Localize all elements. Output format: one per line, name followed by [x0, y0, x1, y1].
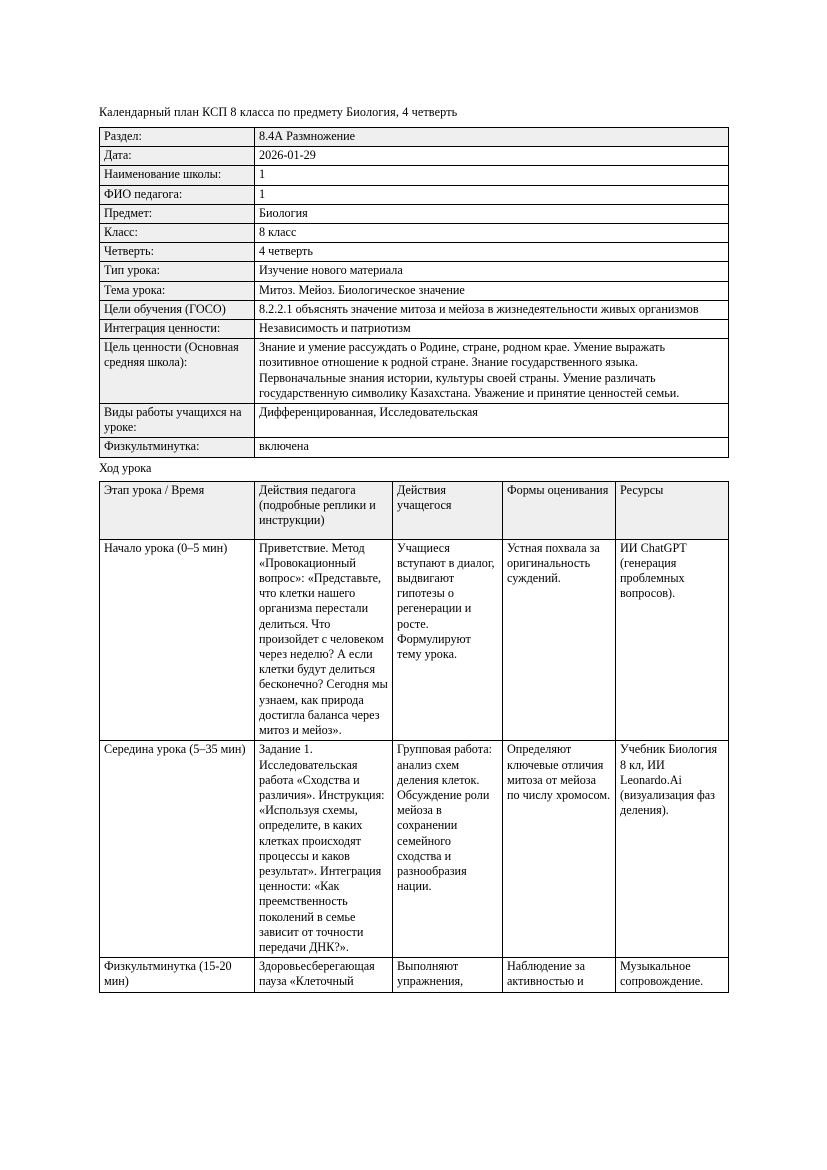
lesson-flow-table — [99, 481, 729, 993]
info-value: 8.4А Размножение — [255, 128, 729, 147]
info-label: Раздел: — [100, 128, 255, 147]
cell-resources: Музыкальное сопровождение. — [616, 958, 729, 992]
table-row — [100, 147, 729, 166]
info-label: Предмет: — [100, 204, 255, 223]
column-header-teacher-actions: Действия педагога (подробные реплики и инструкции) — [255, 481, 393, 539]
table-row — [100, 300, 729, 319]
cell-assessment: Устная похвала за оригинальность суждений. — [503, 539, 616, 741]
info-value: 8 класс — [255, 224, 729, 243]
cell-teacher-actions: Приветствие. Метод «Провокационный вопрос»: «Представьте, что клетки нашего организма перестали делиться. Что произойдет с человеком через неделю? А если клетки будут делиться бесконечно? Сегодня мы узнаем, как природа достигла баланса через митоз и мейоз». — [255, 539, 393, 741]
info-value: Знание и умение рассуждать о Родине, стране, родном крае. Умение выражать позитивное отношение к родной стране. Знание государственного языка. Первоначальные знания истории, культуры своей страны. Умение различать государственную символику Казахстана. Уважение и принятие ценностей семьи. — [255, 339, 729, 404]
info-label: Цель ценности (Основная средняя школа): — [100, 339, 255, 404]
column-header-assessment: Формы оценивания — [503, 481, 616, 539]
table-row — [100, 404, 729, 438]
table-row — [100, 438, 729, 457]
table-row — [100, 539, 729, 741]
table-header-row — [100, 481, 729, 539]
cell-student-actions: Учащиеся вступают в диалог, выдвигают гипотезы о регенерации и росте. Формулируют тему урока. — [393, 539, 503, 741]
cell-stage: Середина урока (5–35 мин) — [100, 741, 255, 958]
info-label: Виды работы учащихся на уроке: — [100, 404, 255, 438]
table-row — [100, 243, 729, 262]
table-row — [100, 958, 729, 992]
lesson-flow-body — [100, 539, 729, 992]
cell-teacher-actions: Задание 1. Исследовательская работа «Сходства и различия». Инструкция: «Используя схемы, определите, в каких клетках происходят процессы и каков результат». Интеграция ценности: «Как преемственность поколений в семье зависит от точности передачи ДНК?». — [255, 741, 393, 958]
lesson-flow-head — [100, 481, 729, 539]
info-label: Тема урока: — [100, 281, 255, 300]
info-label: Класс: — [100, 224, 255, 243]
cell-stage: Начало урока (0–5 мин) — [100, 539, 255, 741]
cell-resources: Учебник Биология 8 кл, ИИ Leonardo.Ai (визуализация фаз деления). — [616, 741, 729, 958]
table-row — [100, 339, 729, 404]
table-row — [100, 185, 729, 204]
cell-student-actions: Групповая работа: анализ схем деления клеток. Обсуждение роли мейоза в сохранении семейного сходства и разнообразия нации. — [393, 741, 503, 958]
cell-assessment: Наблюдение за активностью и — [503, 958, 616, 992]
info-value: Митоз. Мейоз. Биологическое значение — [255, 281, 729, 300]
info-label: Четверть: — [100, 243, 255, 262]
page-title: Календарный план КСП 8 класса по предмету Биология, 4 четверть — [99, 105, 458, 119]
info-value: 4 четверть — [255, 243, 729, 262]
column-header-resources: Ресурсы — [616, 481, 729, 539]
info-value: Дифференцированная, Исследовательская — [255, 404, 729, 438]
info-value: Биология — [255, 204, 729, 223]
info-label: ФИО педагога: — [100, 185, 255, 204]
info-label: Интеграция ценности: — [100, 320, 255, 339]
info-value: 2026-01-29 — [255, 147, 729, 166]
info-label: Физкультминутка: — [100, 438, 255, 457]
table-row — [100, 281, 729, 300]
info-value: 1 — [255, 185, 729, 204]
info-label: Тип урока: — [100, 262, 255, 281]
lesson-flow-label: Ход урока — [99, 460, 152, 475]
table-row — [100, 128, 729, 147]
info-value: 1 — [255, 166, 729, 185]
cell-teacher-actions: Здоровьесберегающая пауза «Клеточный — [255, 958, 393, 992]
table-row — [100, 166, 729, 185]
info-label: Наименование школы: — [100, 166, 255, 185]
column-header-student-actions: Действия учащегося — [393, 481, 503, 539]
table-row — [100, 320, 729, 339]
info-value: включена — [255, 438, 729, 457]
info-label: Цели обучения (ГОСО) — [100, 300, 255, 319]
info-value: 8.2.2.1 объяснять значение митоза и мейоза в жизнедеятельности живых организмов — [255, 300, 729, 319]
table-row — [100, 741, 729, 958]
cell-stage: Физкультминутка (15-20 мин) — [100, 958, 255, 992]
lesson-info-table — [99, 127, 729, 458]
info-value: Независимость и патриотизм — [255, 320, 729, 339]
info-label: Дата: — [100, 147, 255, 166]
table-row — [100, 262, 729, 281]
table-row — [100, 204, 729, 223]
cell-assessment: Определяют ключевые отличия митоза от мейоза по числу хромосом. — [503, 741, 616, 958]
column-header-stage: Этап урока / Время — [100, 481, 255, 539]
lesson-info-body — [100, 128, 729, 458]
cell-student-actions: Выполняют упражнения, — [393, 958, 503, 992]
info-value: Изучение нового материала — [255, 262, 729, 281]
cell-resources: ИИ ChatGPT (генерация проблемных вопросов). — [616, 539, 729, 741]
table-row — [100, 224, 729, 243]
